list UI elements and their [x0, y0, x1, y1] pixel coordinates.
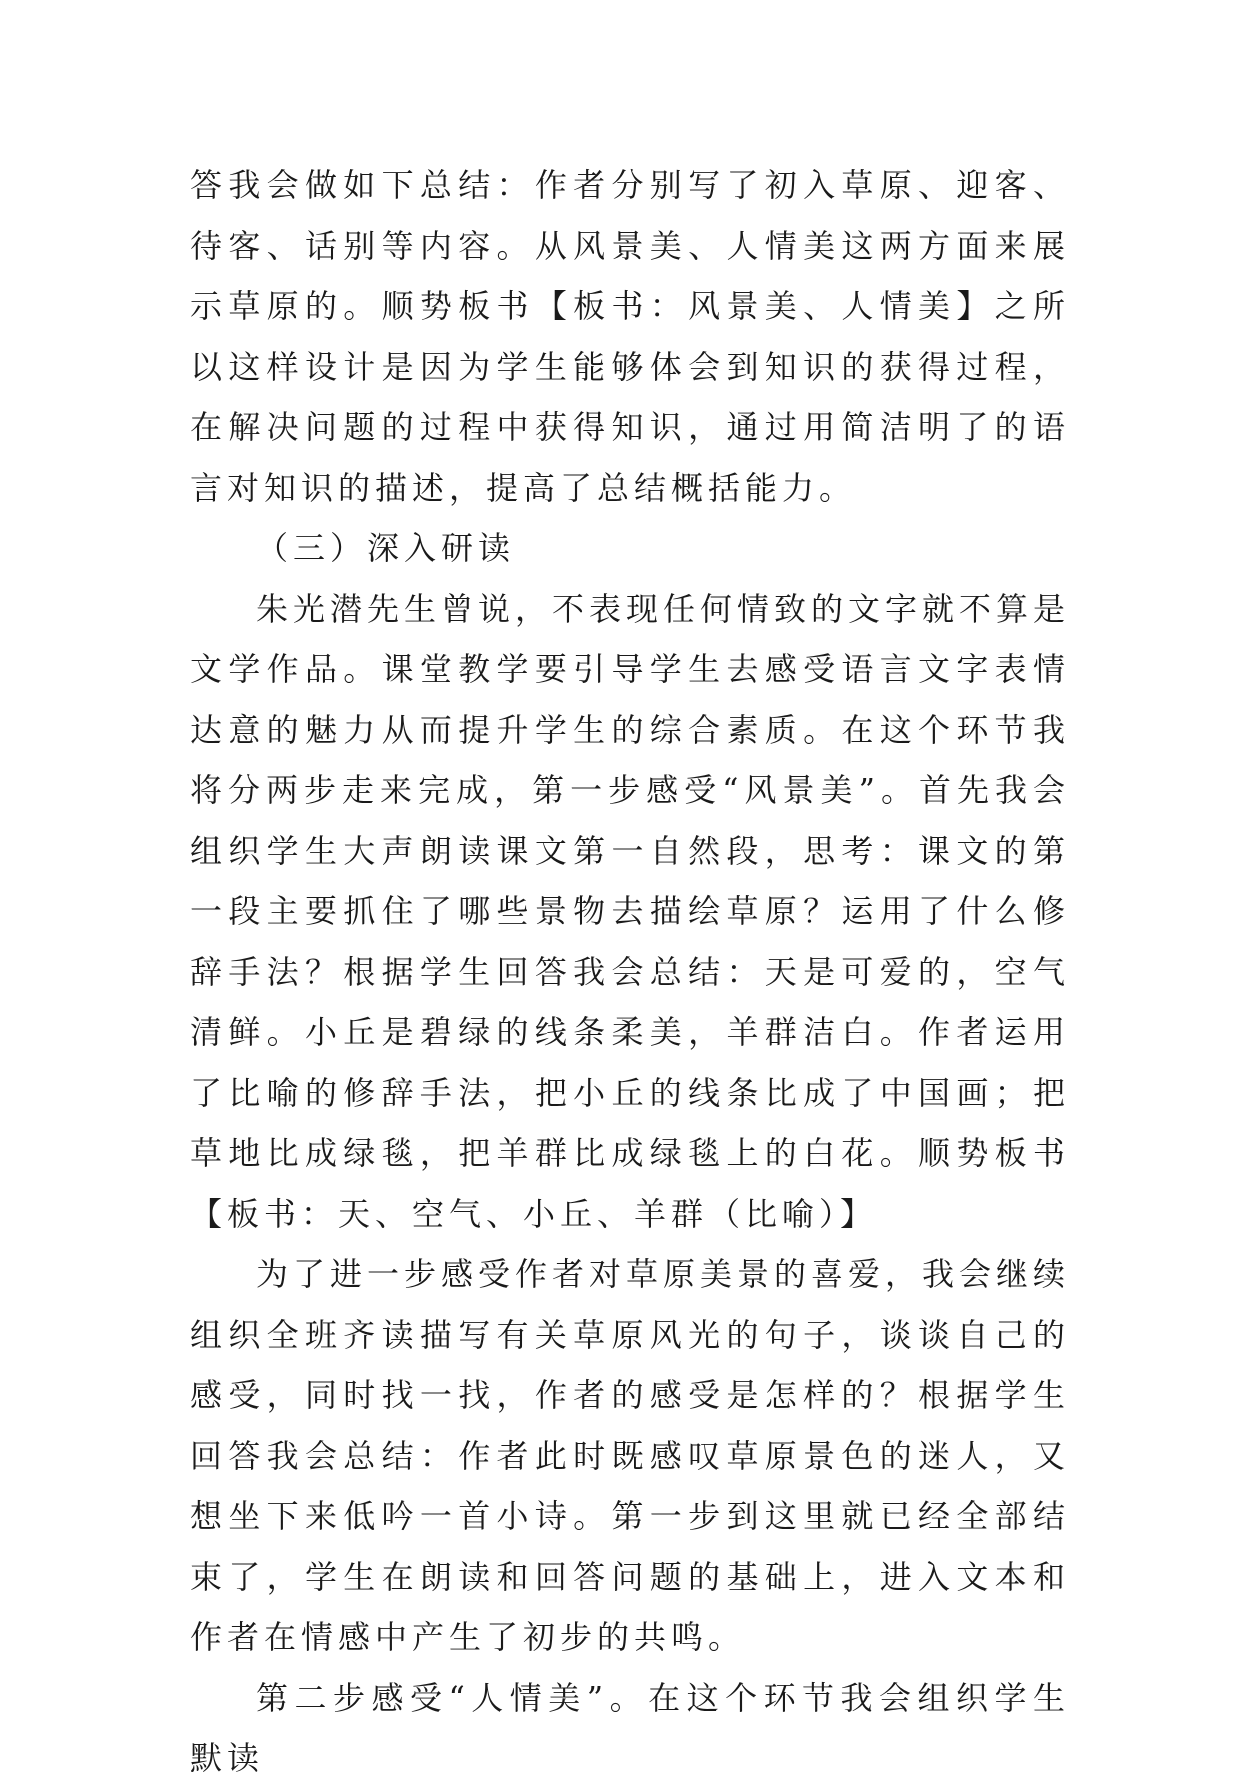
paragraph-scenery: 朱光潜先生曾说，不表现任何情致的文字就不算是文学作品。课堂教学要引导学生去感受语言文字表情达意的魅力从而提升学生的综合素质。在这个环节我将分两步走来完成，第一步感受“风景美”。首先我会组织学生大声朗读课文第一自然段，思考：课文的第一段主要抓住了哪些景物去描绘草原？运用了什么修辞手法？根据学生回答我会总结：天是可爱的，空气清鲜。小丘是碧绿的线条柔美，羊群洁白。作者运用了比喻的修辞手法，把小丘的线条比成了中国画；把草地比成绿毯，把羊群比成绿毯上的白花。顺势板书【板书：天、空气、小丘、羊群（比喻）】 — [190, 589, 1071, 1233]
paragraph-reading: 为了进一步感受作者对草原美景的喜爱，我会继续组织全班齐读描写有关草原风光的句子，谈谈自己的感受，同时找一找，作者的感受是怎样的？根据学生回答我会总结：作者此时既感叹草原景色的迷人，又想坐下来低吟一首小诗。第一步到这里就已经全部结束了，学生在朗读和回答问题的基础上，进入文本和作者在情感中产生了初步的共鸣。 — [190, 1255, 1071, 1656]
paragraph-summary: 答我会做如下总结：作者分别写了初入草原、迎客、待客、话别等内容。从风景美、人情美这两方面来展示草原的。顺势板书【板书：风景美、人情美】之所以这样设计是因为学生能够体会到知识的获得过程，在解决问题的过程中获得知识，通过用简洁明了的语言对知识的描述，提高了总结概括能力。 — [190, 166, 1070, 507]
paragraph-human-warmth: 第二步感受“人情美”。在这个环节我会组织学生默读 — [190, 1678, 1070, 1777]
section-heading: （三）深入研读 — [256, 529, 516, 567]
document-body — [190, 155, 1070, 1789]
